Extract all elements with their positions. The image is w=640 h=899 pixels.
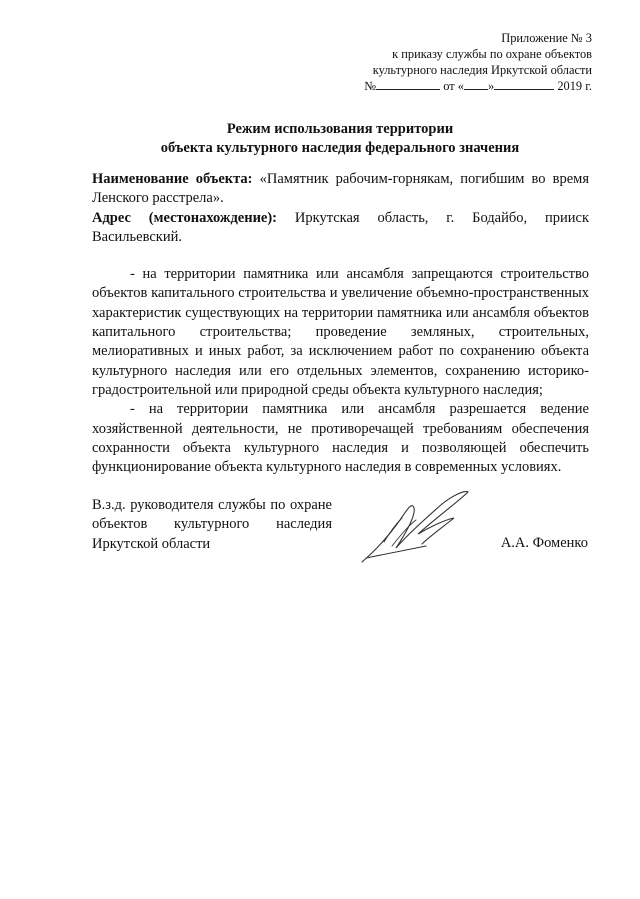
appendix-number: Приложение № 3 — [501, 31, 592, 45]
object-address-label: Адрес (местонахождение): — [92, 209, 278, 226]
rule-prohibited: - на территории памятника или ансамбля запрещаются строительство объектов капитального строительства и увеличение объемно-пространственных характеристик существующих на территории памятника или ансамбля объектов капитального строительства; проведение земляных, строительных, мелиоративных и иных работ, за исключением работ по сохранению объекта культурного наследия или его отдельных элементов, сохранению историко-градостроительной или природной среды объекта культурного наследия; — [92, 266, 589, 398]
document-title — [90, 120, 590, 158]
object-name-label: Наименование объекта: — [92, 171, 253, 187]
object-address-value: Иркутская область, г. Бодайбо, прииск Васильевский. — [92, 209, 589, 245]
rule-allowed: - на территории памятника или ансамбля разрешается ведение хозяйственной деятельности, не противоречащей требованиям обеспечения сохранности объекта культурного наследия и позволяющей обеспечить функционирование объекта культурного наследия в современных условиях. — [92, 401, 589, 476]
appendix-authority: культурного наследия Иркутской области — [372, 63, 592, 77]
object-name-paragraph — [92, 170, 589, 209]
order-year: 2019 г. — [557, 79, 592, 93]
appendix-order-ref: к приказу службы по охране объектов — [392, 47, 592, 61]
document-body — [92, 170, 589, 477]
object-name-value: «Памятник рабочим-горнякам, погибшим во время Ленского расстрела». — [92, 171, 589, 207]
signatory-position: В.з.д. руководителя службы по охране объектов культурного наследия Иркутской области — [92, 497, 332, 552]
order-number-handwritten — [376, 89, 440, 90]
handwritten-signature — [356, 484, 476, 568]
order-number-prefix: № — [364, 79, 377, 93]
object-address-paragraph — [92, 209, 589, 248]
order-date-quote: » — [488, 79, 495, 93]
order-day-handwritten — [464, 89, 488, 90]
paragraph-spacer — [92, 247, 589, 265]
title-line-2: объекта культурного наследия федерального значения — [160, 140, 520, 156]
signatory-name: А.А. Фоменко — [500, 535, 588, 551]
order-month-handwritten — [494, 89, 554, 90]
appendix-header — [364, 30, 592, 94]
appendix-order-number-date — [364, 78, 592, 94]
title-line-1: Режим использования территории — [226, 121, 454, 137]
order-date-from: от « — [443, 79, 465, 93]
